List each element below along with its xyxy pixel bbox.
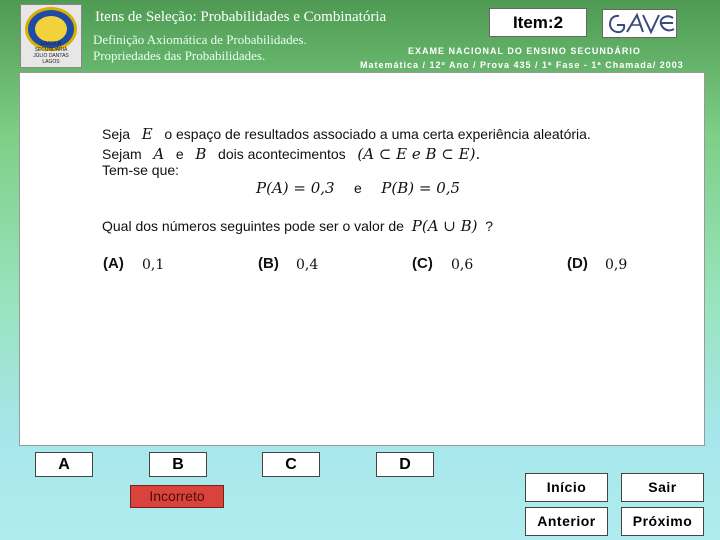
answer-button-d[interactable]: D xyxy=(376,452,434,477)
option-c-value: 0,6 xyxy=(451,257,474,273)
sair-button[interactable]: Sair xyxy=(621,473,704,502)
anterior-button[interactable]: Anterior xyxy=(525,507,608,536)
item-number-badge: Item:2 xyxy=(489,8,587,37)
exam-name: EXAME NACIONAL DO ENSINO SECUNDÁRIO xyxy=(408,46,641,56)
question-line-2: Sejam A e B dois acontecimentos (A ⊂ E e B ⊂ E). xyxy=(102,145,481,163)
option-c-label: (C) xyxy=(412,255,433,272)
page-subtitle-1: Definição Axiomática de Probabilidades. xyxy=(93,32,307,47)
answer-button-a[interactable]: A xyxy=(35,452,93,477)
gave-logo xyxy=(602,9,677,38)
given-pa: P(A) = 0,3 xyxy=(256,179,335,197)
school-logo xyxy=(20,4,82,68)
page-title: Itens de Seleção: Probabilidades e Combinatória xyxy=(95,9,387,25)
option-d-label: (D) xyxy=(567,255,588,272)
answer-button-b[interactable]: B xyxy=(149,452,207,477)
proximo-button[interactable]: Próximo xyxy=(621,507,704,536)
answer-button-c[interactable]: C xyxy=(262,452,320,477)
feedback-badge: Incorreto xyxy=(130,485,224,508)
question-ask: Qual dos números seguintes pode ser o valor de P(A ∪ B) ? xyxy=(102,217,494,235)
question-line-1: Seja E o espaço de resultados associado a uma certa experiência aleatória. xyxy=(102,125,591,143)
option-b-value: 0,4 xyxy=(296,257,319,273)
exam-details: Matemática / 12º Ano / Prova 435 / 1ª Fase - 1ª Chamada/ 2003 xyxy=(360,60,684,70)
question-line-3: Tem-se que: xyxy=(102,162,180,178)
page-subtitle-2: Propriedades das Probabilidades. xyxy=(93,48,266,63)
option-a-label: (A) xyxy=(103,255,124,272)
logo-caption: ESCOLA SECUNDÁRIA JÚLIO DANTAS LAGOS xyxy=(33,41,69,65)
inicio-button[interactable]: Início xyxy=(525,473,608,502)
question-panel xyxy=(19,72,705,446)
sample-space-symbol: E xyxy=(141,125,153,143)
given-probabilities: P(A) = 0,3 e P(B) = 0,5 xyxy=(256,179,461,197)
given-pb: P(B) = 0,5 xyxy=(381,179,461,197)
option-b-label: (B) xyxy=(258,255,279,272)
option-d-value: 0,9 xyxy=(605,257,628,273)
option-a-value: 0,1 xyxy=(142,257,165,273)
